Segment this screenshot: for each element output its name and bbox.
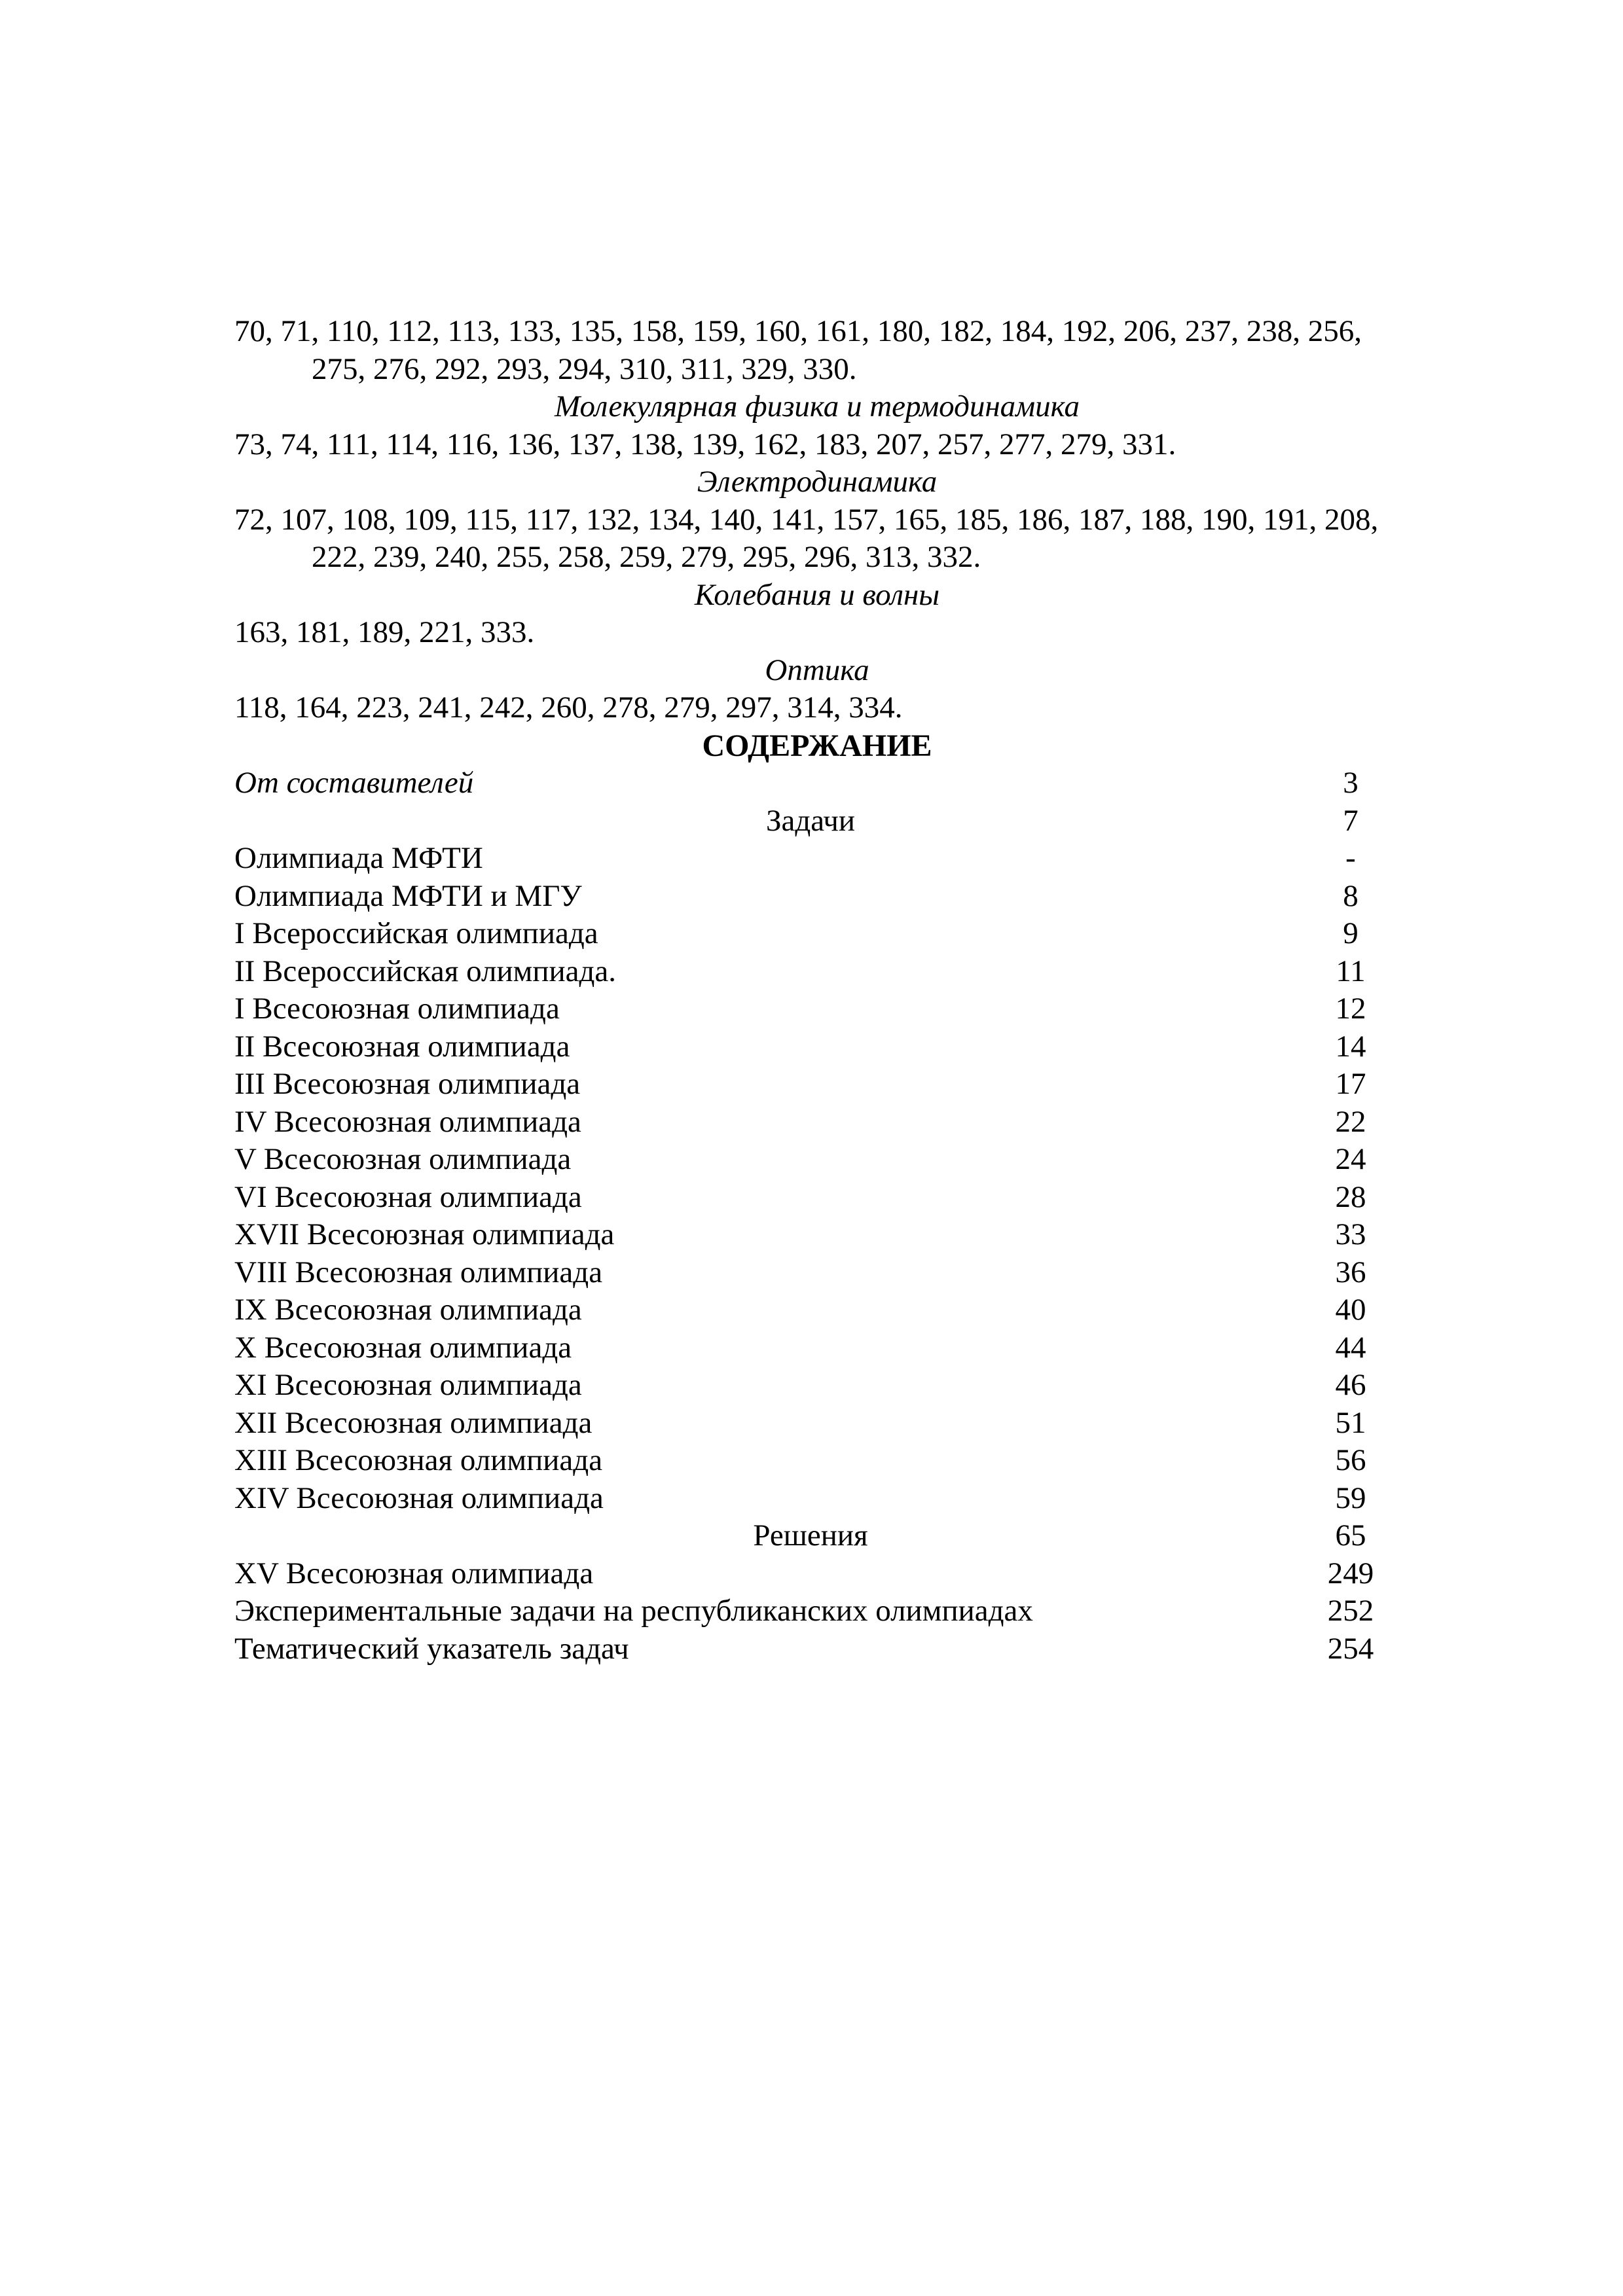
toc-entry-page: 7	[1343, 803, 1359, 838]
toc-entry-page: 14	[1335, 1029, 1366, 1064]
toc-entry	[234, 953, 1387, 991]
toc-entry	[234, 1329, 1387, 1367]
index-problems: 118, 164, 223, 241, 242, 260, 278, 279, 297, 314, 334.	[234, 691, 903, 725]
toc-entry	[234, 1367, 1387, 1405]
toc-entry	[234, 1405, 1387, 1443]
toc-entry	[234, 1179, 1387, 1217]
index-problems-mechanics: 70, 71, 110, 112, 113, 133, 135, 158, 159, 160, 161, 180, 182, 184, 192, 206, 237, 238, 256, 275, 276, 292, 293, 294, 310, 311, 329, 330.	[234, 314, 1362, 386]
toc-entry-page: 17	[1335, 1067, 1366, 1101]
toc-entry-page: 8	[1343, 878, 1359, 913]
toc-entry-label: I Всесоюзная олимпиада	[234, 992, 560, 1026]
toc-entry-label: XII Всесоюзная олимпиада	[234, 1405, 593, 1440]
toc-entry-label: IV Всесоюзная олимпиада	[234, 1104, 581, 1139]
toc-entry	[234, 1592, 1387, 1630]
toc-entry-label: V Всесоюзная олимпиада	[234, 1142, 572, 1176]
index-section-title: Электродинамика	[697, 465, 938, 499]
toc-entry-page: 46	[1335, 1368, 1366, 1402]
toc-entry-page: 65	[1335, 1518, 1366, 1552]
toc-entry-page: 9	[1343, 916, 1359, 950]
toc-entry-page: 59	[1335, 1480, 1366, 1515]
toc-entry	[234, 1555, 1387, 1593]
toc-entry	[234, 1630, 1387, 1668]
toc-entry-label: Олимпиада МФТИ и МГУ	[234, 878, 582, 913]
toc-entry	[234, 1216, 1387, 1254]
toc-entry	[234, 1517, 1387, 1555]
toc-entry	[234, 1028, 1387, 1066]
toc-entry-label: От составителей	[234, 766, 474, 800]
toc-entry-label: Экспериментальные задачи на республиканских олимпиадах	[234, 1594, 1033, 1628]
toc-entry-label: XVII Всесоюзная олимпиада	[234, 1217, 615, 1251]
toc-entry	[234, 802, 1387, 840]
toc-entry	[234, 1141, 1387, 1179]
index-problems: 72, 107, 108, 109, 115, 117, 132, 134, 140, 141, 157, 165, 185, 186, 187, 188, 190, 191, 208, 222, 239, 240, 255, 258, 259, 279, 295, 296, 313, 332.	[234, 502, 1379, 574]
toc-entry-label: VI Всесоюзная олимпиада	[234, 1179, 582, 1214]
toc-entry-page: 12	[1335, 992, 1366, 1026]
index-section-title: Молекулярная физика и термодинамика	[555, 389, 1080, 423]
toc-entry-page: 249	[1327, 1556, 1374, 1590]
toc-entry-page: 40	[1335, 1293, 1366, 1327]
toc-entry	[234, 840, 1387, 878]
toc-entry-label: Решения	[753, 1518, 868, 1552]
toc-entry-label: VIII Всесоюзная олимпиада	[234, 1255, 603, 1289]
toc-entry	[234, 764, 1387, 802]
toc-entry	[234, 878, 1387, 916]
toc-entry-label: II Всероссийская олимпиада.	[234, 954, 617, 988]
toc-entry-label: Задачи	[765, 803, 856, 838]
index-problems: 73, 74, 111, 114, 116, 136, 137, 138, 139, 162, 183, 207, 257, 277, 279, 331.	[234, 427, 1176, 461]
toc-entry-label: Олимпиада МФТИ	[234, 841, 483, 875]
toc-entry	[234, 1291, 1387, 1329]
toc-entry-label: II Всесоюзная олимпиада	[234, 1029, 570, 1064]
toc-title: СОДЕРЖАНИЕ	[702, 728, 932, 763]
toc-entry-label: I Всероссийская олимпиада	[234, 916, 598, 950]
toc-entry-page: 22	[1335, 1104, 1366, 1139]
toc-entry	[234, 1442, 1387, 1480]
toc-entry-page: 24	[1335, 1142, 1366, 1176]
page-content	[234, 313, 1400, 1668]
toc-entry-label: XIII Всесоюзная олимпиада	[234, 1443, 603, 1477]
toc-entry	[234, 1480, 1387, 1518]
table-of-contents	[234, 764, 1387, 1668]
toc-entry-page: 28	[1335, 1179, 1366, 1214]
toc-entry-label: XI Всесоюзная олимпиада	[234, 1368, 582, 1402]
toc-entry-page: 44	[1335, 1330, 1366, 1365]
toc-entry-page: 11	[1336, 954, 1366, 988]
toc-entry-page: 36	[1335, 1255, 1366, 1289]
toc-entry-label: IX Всесоюзная олимпиада	[234, 1293, 582, 1327]
index-section-title: Колебания и волны	[694, 577, 940, 612]
toc-entry-label: XIV Всесоюзная олимпиада	[234, 1480, 604, 1515]
toc-entry-label: X Всесоюзная олимпиада	[234, 1330, 572, 1365]
index-section-title: Оптика	[765, 653, 869, 687]
index-problems: 163, 181, 189, 221, 333.	[234, 615, 535, 649]
toc-entry-page: 51	[1335, 1405, 1366, 1440]
toc-entry-label: Тематический указатель задач	[234, 1631, 629, 1666]
toc-entry-page: 56	[1335, 1443, 1366, 1477]
toc-entry-page: 252	[1327, 1594, 1374, 1628]
toc-entry-page: 3	[1343, 766, 1359, 800]
toc-entry-label: XV Всесоюзная олимпиада	[234, 1556, 594, 1590]
toc-entry	[234, 1103, 1387, 1141]
toc-entry	[234, 1066, 1387, 1103]
toc-entry-label: III Всесоюзная олимпиада	[234, 1067, 581, 1101]
toc-entry	[234, 990, 1387, 1028]
toc-entry-page: 33	[1335, 1217, 1366, 1251]
toc-entry-page: -	[1345, 841, 1356, 875]
toc-entry	[234, 1254, 1387, 1292]
toc-entry-page: 254	[1327, 1631, 1374, 1666]
toc-entry	[234, 915, 1387, 953]
